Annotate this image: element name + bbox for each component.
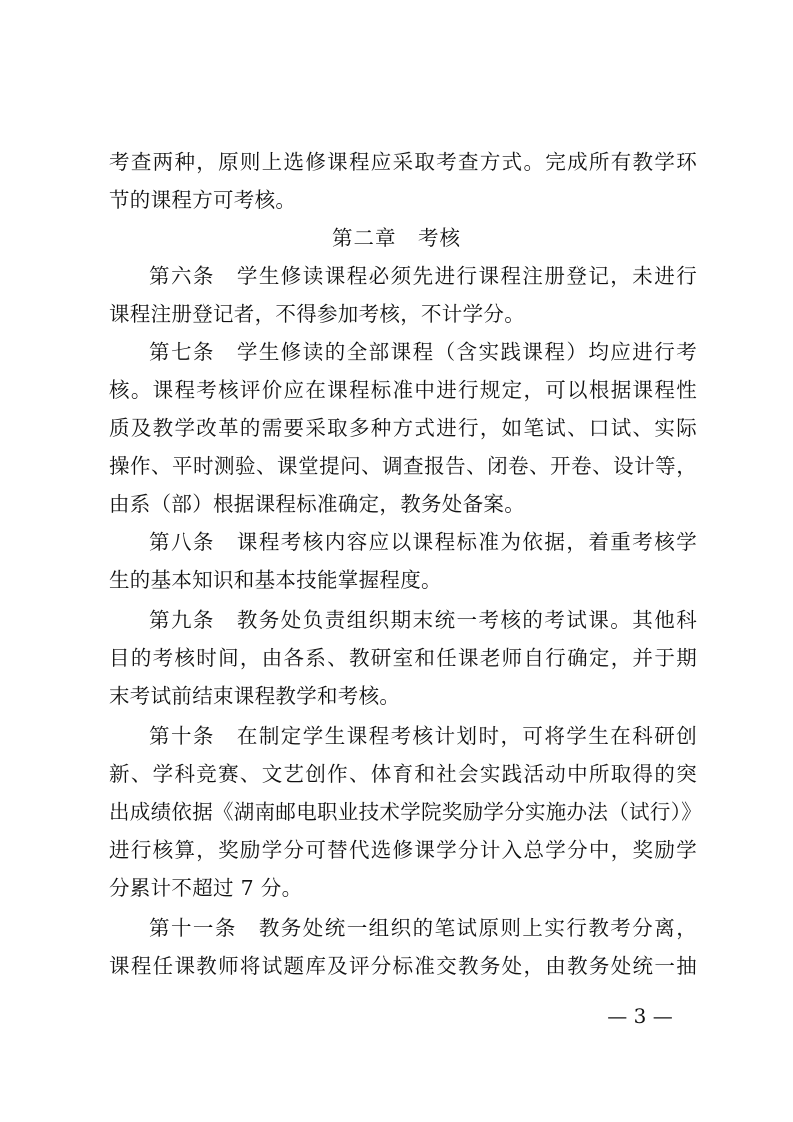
article-9-line: 第九条 教务处负责组织期末统一考核的考试课。其他科: [149, 608, 697, 632]
text-line: 操作、平时测验、课堂提问、调查报告、闭卷、开卷、设计等，: [109, 454, 697, 478]
text-line: 分累计不超过 7 分。: [109, 876, 303, 900]
article-8-line: 第八条 课程考核内容应以课程标准为依据，着重考核学: [149, 530, 697, 554]
text-line: 出成绩依据《湖南邮电职业技术学院奖励学分实施办法（试行）》: [109, 800, 702, 824]
article-7-line: 第七条 学生修读的全部课程（含实践课程）均应进行考: [149, 340, 697, 364]
text-line: 考查两种，原则上选修课程应采取考查方式。完成所有教学环: [109, 150, 697, 174]
chapter-heading: 第二章 考核: [332, 226, 461, 250]
text-line: 目的考核时间，由各系、教研室和任课老师自行确定，并于期: [109, 646, 697, 670]
text-line: 生的基本知识和基本技能掌握程度。: [109, 568, 442, 592]
text-line: 课程注册登记者，不得参加考核，不计学分。: [109, 302, 525, 326]
article-6-line: 第六条 学生修读课程必须先进行课程注册登记，未进行: [149, 264, 697, 288]
text-line: 核。课程考核评价应在课程标准中进行规定，可以根据课程性: [109, 378, 697, 402]
text-line: 新、学科竞赛、文艺创作、体育和社会实践活动中所取得的突: [109, 762, 697, 786]
page-number: — 3 —: [607, 1004, 673, 1028]
text-line: 质及教学改革的需要采取多种方式进行，如笔试、口试、实际: [109, 416, 697, 440]
text-line: 由系（部）根据课程标准确定，教务处备案。: [109, 492, 525, 516]
text-line: 进行核算，奖励学分可替代选修课学分计入总学分中，奖励学: [109, 838, 697, 862]
text-line: 末考试前结束课程教学和考核。: [109, 684, 401, 708]
text-line: 节的课程方可考核。: [109, 188, 297, 212]
article-11-line: 第十一条 教务处统一组织的笔试原则上实行教考分离，: [149, 916, 697, 940]
text-line: 课程任课教师将试题库及评分标准交教务处，由教务处统一抽: [109, 954, 697, 978]
article-10-line: 第十条 在制定学生课程考核计划时，可将学生在科研创: [149, 724, 697, 748]
